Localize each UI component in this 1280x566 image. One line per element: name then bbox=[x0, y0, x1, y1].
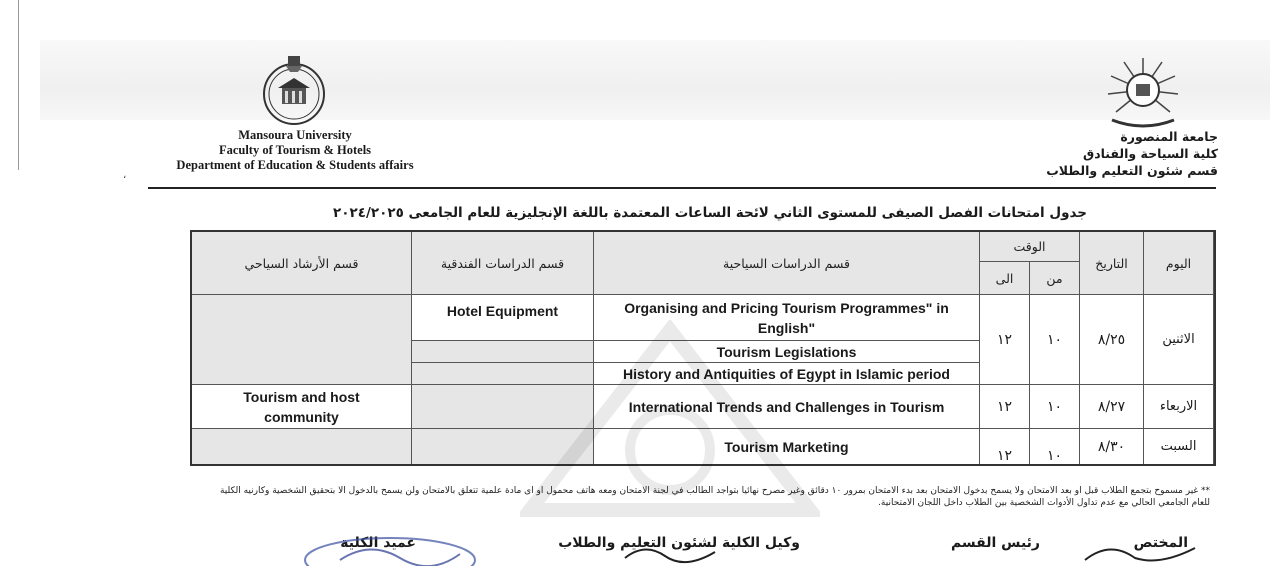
signature-department-head: رئيس القسم bbox=[950, 535, 1040, 551]
department-name-en: Department of Education & Students affairs bbox=[176, 158, 414, 172]
english-header bbox=[160, 128, 430, 173]
row1-date: ٨/٢٥ bbox=[1080, 295, 1144, 385]
university-name-ar: جامعة المنصورة bbox=[1120, 129, 1218, 144]
specialist-signature-scribble bbox=[1080, 540, 1200, 566]
row3-to: ١٢ bbox=[980, 429, 1030, 464]
row2-tourism-course: International Trends and Challenges in Tourism bbox=[594, 385, 980, 429]
scan-background-band bbox=[40, 40, 1270, 120]
row2-to: ١٢ bbox=[980, 385, 1030, 429]
row1-day: الاثنين bbox=[1144, 295, 1214, 385]
row3-day: السبت bbox=[1144, 429, 1214, 464]
row1-tourism-course-3: History and Antiquities of Egypt in Islamic period bbox=[594, 363, 980, 385]
side-mark: ، bbox=[123, 170, 127, 181]
scan-edge-line bbox=[18, 0, 19, 170]
row3-date: ٨/٣٠ bbox=[1080, 429, 1144, 464]
header-guidance-dept: قسم الأرشاد السياحي bbox=[192, 232, 412, 295]
signature-specialist: المختص bbox=[1133, 535, 1188, 551]
exam-rules-note: ** غير مسموح بتجمع الطلاب قبل او بعد الامتحان ولا يسمح بدخول الامتحان بعد بدء الامتحان بمرور ١٠ دقائق وغير مصرح نهائيا بتواجد الطالب في لجنة الامتحان ومعه هاتف محمول او اى مادة علمية تتعلق بالامتحان ولن يسمح بالدخول الا بتحقيق الشخصية وكارنيه الكلية للعام الجامعي الحالي مع عدم تداول الأدوات الشخصية بين الطلاب داخل اللجان الامتحانية. bbox=[219, 486, 1210, 508]
row2-guidance-course: Tourism and host community bbox=[192, 385, 412, 429]
header-tourism-dept: قسم الدراسات السياحية bbox=[594, 232, 980, 295]
row1-tourism-course-1: Organising and Pricing Tourism Programmes" in English" bbox=[594, 295, 980, 341]
row2-date: ٨/٢٧ bbox=[1080, 385, 1144, 429]
header-date: التاريخ bbox=[1080, 232, 1144, 295]
vice-dean-signature-scribble bbox=[620, 540, 720, 566]
header-divider bbox=[148, 187, 1216, 189]
signature-dean: عميد الكلية bbox=[340, 535, 416, 551]
header-time: الوقت bbox=[980, 232, 1080, 262]
signature-vice-dean: وكيل الكلية لشئون التعليم والطلاب bbox=[558, 535, 800, 551]
row1-to: ١٢ bbox=[980, 295, 1030, 385]
row1-from: ١٠ bbox=[1030, 295, 1080, 385]
header-from: من bbox=[1030, 262, 1080, 295]
header-day: اليوم bbox=[1144, 232, 1214, 295]
faculty-name-ar: كلية السياحة والفنادق bbox=[1083, 146, 1218, 161]
arabic-header bbox=[998, 128, 1218, 179]
university-emblem-logo bbox=[258, 50, 330, 128]
row1-guidance-empty bbox=[192, 295, 412, 385]
faculty-name-en: Faculty of Tourism & Hotels bbox=[218, 143, 372, 157]
row1-hotel-course: Hotel Equipment bbox=[412, 295, 594, 341]
university-name-en: Mansoura University bbox=[238, 128, 352, 142]
row2-from: ١٠ bbox=[1030, 385, 1080, 429]
row1-tourism-course-2: Tourism Legislations bbox=[594, 341, 980, 363]
row2-day: الاربعاء bbox=[1144, 385, 1214, 429]
header-to: الى bbox=[980, 262, 1030, 295]
row3-from: ١٠ bbox=[1030, 429, 1080, 464]
row3-tourism-course: Tourism Marketing bbox=[594, 429, 980, 464]
department-name-ar: قسم شئون التعليم والطلاب bbox=[1046, 163, 1218, 178]
document-title: جدول امتحانات الفصل الصيفى للمستوى الثاني لائحة الساعات المعتمدة باللغة الإنجليزية للعام الجامعى ٢٠٢٤/٢٠٢٥ bbox=[332, 205, 1088, 221]
header-hotel-dept: قسم الدراسات الفندقية bbox=[412, 232, 594, 295]
row3-guidance-empty bbox=[192, 429, 412, 464]
dean-stamp bbox=[300, 520, 480, 566]
university-seal-logo bbox=[1100, 50, 1186, 128]
